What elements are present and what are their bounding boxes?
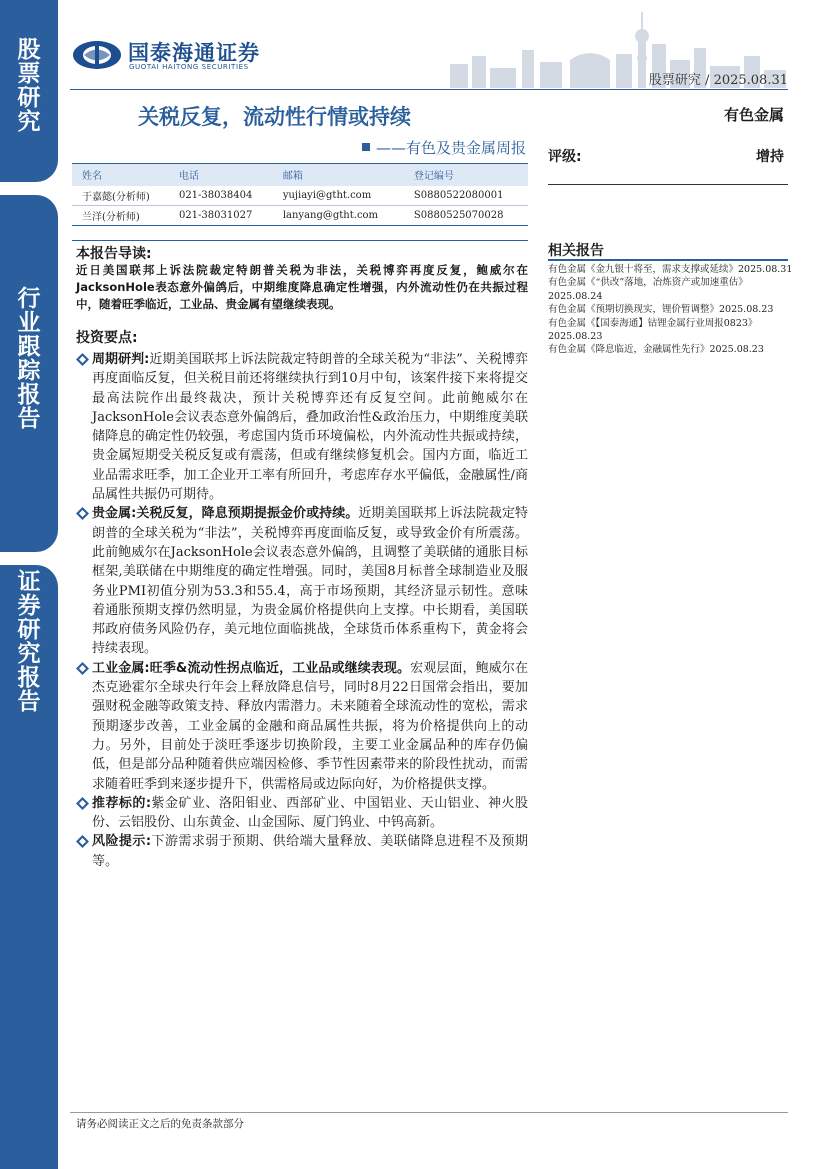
page-title: 关税反复，流动性行情或持续 bbox=[138, 105, 411, 129]
related-reports-list bbox=[548, 263, 793, 357]
guide-text: 近日美国联邦上诉法院裁定特朗普关税为非法，关税博弈再度反复，鲍威尔在JacksonHole表态意外偏鸽后，中期维度降息确定性增强，内外流动性仍在共振过程中，随着旺季临近，工业品、贵金属有望继续表现。 bbox=[76, 263, 528, 311]
related-report-link[interactable]: 有色金属《降息临近，金融属性先行》2025.08.23 bbox=[548, 344, 764, 356]
table-cell: S0880525070028 bbox=[404, 206, 528, 226]
side-tab-label: 行 业 跟 踪 报 告 bbox=[17, 286, 41, 432]
sector-label: 有色金属 bbox=[723, 106, 784, 124]
list-item bbox=[76, 832, 528, 871]
section-divider bbox=[72, 240, 528, 241]
table-row bbox=[72, 186, 528, 206]
point-title: 风险提示: bbox=[92, 834, 152, 850]
point-text: 下游需求弱于预期、供给端大量释放、美联储降息进程不及预期等。 bbox=[92, 834, 528, 869]
related-reports-heading: 相关报告 bbox=[548, 243, 604, 259]
related-report-link[interactable]: 有色金属《金九银十将至，需求支撑或延续》2025.08.31 bbox=[548, 264, 793, 275]
brand-name: 国泰海通证券 bbox=[128, 41, 260, 65]
point-text: 近期美国联邦上诉法院裁定特朗普的全球关税为“非法”，关税博弈再度面临反复，或导致金价有所震荡。此前鲍威尔在JacksonHole会议表态意外偏鸽，且调整了美联储的通胀目标框架,美联储在中期维度的确定性增强。同时，美国8月标普全球制造业及服务业PMI初值分别为53.3和55.4，高于市场预期，其经济显示韧性。意味着通胀预期支撑仍然明显，为贵金属价格提供向上支撑。中长期看，美国联邦政府债务风险仍存，美元地位面临挑战，全球货币体系重构下，黄金将会持续表现。 bbox=[92, 506, 528, 657]
header-meta: 股票研究 / 2025.08.31 bbox=[648, 73, 788, 88]
side-tab-securities-research bbox=[0, 565, 58, 1169]
point-title: 贵金属:关税反复，降息预期提振金价或持续。 bbox=[92, 506, 359, 522]
side-tab-industry-tracking bbox=[0, 195, 58, 552]
table-cell: 021-38031027 bbox=[169, 206, 273, 226]
side-tab-stock-research bbox=[0, 0, 58, 182]
point-title: 工业金属:旺季&流动性拐点临近，工业品或继续表现。 bbox=[92, 660, 411, 676]
square-bullet-icon bbox=[362, 143, 370, 151]
table-cell: 于嘉懿(分析师) bbox=[72, 186, 169, 206]
table-row bbox=[72, 206, 528, 226]
list-item bbox=[76, 794, 528, 833]
bullet-icon bbox=[76, 353, 89, 366]
rating-divider bbox=[548, 184, 788, 185]
logo-icon bbox=[72, 40, 122, 70]
bullet-icon bbox=[76, 662, 89, 675]
bullet-icon bbox=[76, 835, 89, 848]
footer-divider bbox=[70, 1112, 788, 1113]
table-cell[interactable]: yujiayi@gtht.com bbox=[273, 186, 404, 206]
related-report-link[interactable]: 有色金属《预期切换现实，锂价暂调整》2025.08.23 bbox=[548, 304, 774, 316]
rating-label: 评级: bbox=[548, 149, 582, 165]
side-tab-label: 证 券 研 究 报 告 bbox=[17, 569, 41, 715]
related-report-link[interactable]: 有色金属《“供改”落地，冶炼资产或加速重估》2025.08.24 bbox=[548, 277, 748, 302]
bullet-icon bbox=[76, 797, 89, 810]
analyst-table bbox=[72, 163, 528, 226]
list-item bbox=[76, 350, 528, 504]
point-title: 周期研判: bbox=[92, 352, 150, 367]
investment-points bbox=[76, 350, 528, 871]
table-cell: S0880522080001 bbox=[404, 186, 528, 206]
side-tab-label: 股 票 研 究 bbox=[17, 37, 41, 135]
footer-disclaimer: 请务必阅读正文之后的免责条款部分 bbox=[76, 1118, 244, 1130]
list-item bbox=[76, 659, 528, 794]
table-header-cell: 登记编号 bbox=[404, 164, 528, 186]
table-header-cell: 电话 bbox=[169, 164, 273, 186]
table-header-row bbox=[72, 164, 528, 186]
related-report-link[interactable]: 有色金属《【国泰海通】钴锂金属行业周报0823》2025.08.23 bbox=[548, 317, 758, 343]
investment-heading: 投资要点: bbox=[76, 330, 138, 346]
list-item bbox=[76, 504, 528, 658]
table-cell: 兰洋(分析师) bbox=[72, 206, 169, 226]
guide-heading: 本报告导读: bbox=[76, 246, 152, 262]
table-cell[interactable]: lanyang@gtht.com bbox=[273, 206, 404, 226]
header-divider bbox=[70, 89, 788, 90]
bullet-icon bbox=[76, 507, 89, 520]
rating-value: 增持 bbox=[756, 149, 784, 165]
point-text: 近期美国联邦上诉法院裁定特朗普的全球关税为“非法”、关税博弈再度面临反复，但关税目前还将继续执行到10月中旬，该案件接下来将提交最高法院作出最终裁决，预计关税博弈还有反复空间。此前鲍威尔在JacksonHole会议表态意外偏鸽后，叠加政治性&政治压力，中期维度美联储降息的确定性仍较强，考虑国内货币环境偏松，内外流动性共振或持续，贵金属短期受关税反复或有震荡，但或有继续修复机会。国内方面，临近工业品需求旺季，加工企业开工率有所回升，考虑库存水平偏低，金融属性/商品属性共振仍可期待。 bbox=[92, 352, 529, 503]
table-header-cell: 姓名 bbox=[72, 164, 169, 186]
table-cell: 021-38038404 bbox=[169, 186, 273, 206]
related-divider bbox=[548, 259, 788, 261]
point-title: 推荐标的: bbox=[92, 795, 152, 811]
subtitle bbox=[362, 137, 526, 158]
point-text: 紫金矿业、洛阳钼业、西部矿业、中国铝业、天山铝业、神火股份、云铝股份、山东黄金、山金国际、厦门钨业、中钨高新。 bbox=[92, 795, 528, 831]
brand-name-en: GUOTAI HAITONG SECURITIES bbox=[129, 63, 249, 71]
subtitle-text: ——有色及贵金属周报 bbox=[375, 139, 526, 157]
table-header-cell: 邮箱 bbox=[273, 164, 404, 186]
point-text: 宏观层面，鲍威尔在杰克逊霍尔全球央行年会上释放降息信号，同时8月22日国常会指出，要加强财税金融等政策支持、释放内需潜力。未来随着全球流动性的宽松，需求预期逐步改善，工业金属的金融和商品属性共振，将为价格提供向上的动力。另外，目前处于淡旺季逐步切换阶段，主要工业金属品种的库存仍偏低，但是部分品种随着供应端因检修、季节性因素带来的阶段性扰动，而需求随着旺季到来逐步提升下，供需格局或边际向好，为价格提供支撑。 bbox=[92, 660, 528, 792]
